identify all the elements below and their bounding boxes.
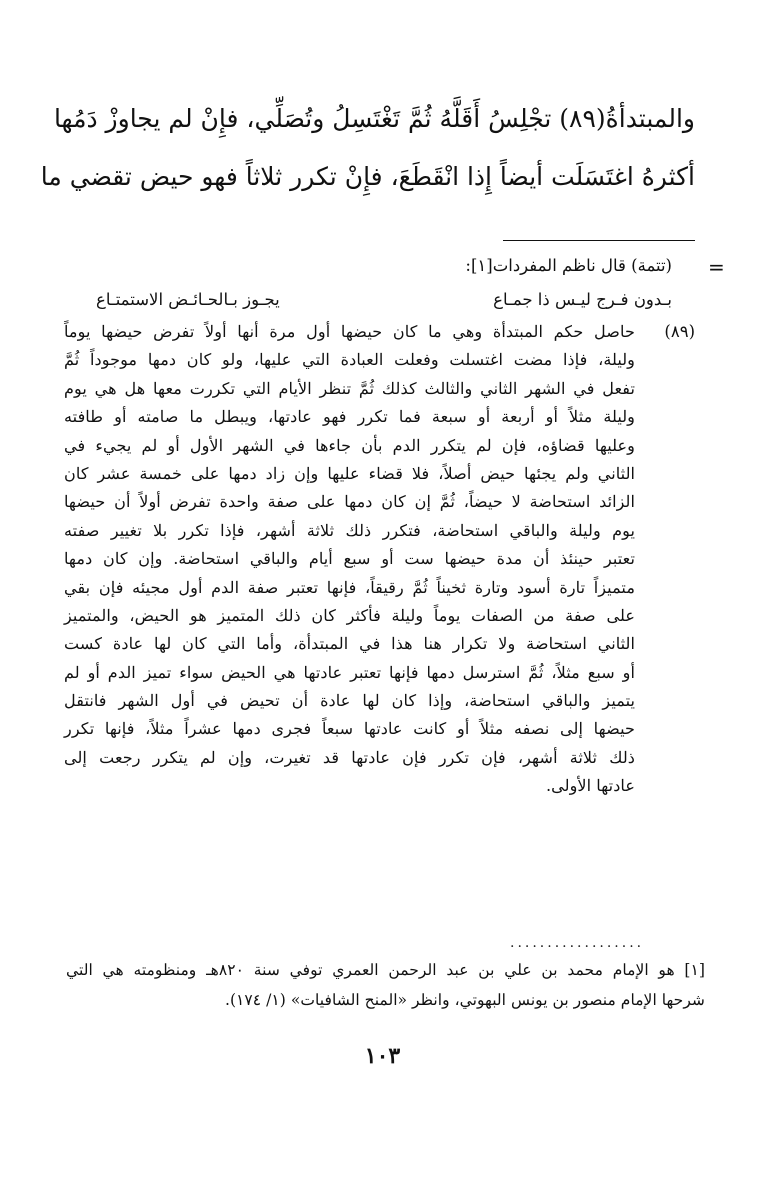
footnote-line: تعتبر حينئذ أن مدة حيضها ست أو سبع أيام والباقي استحاضة. وإن كان دمها <box>64 549 635 569</box>
footnote-marker: (٨٩) <box>664 322 695 341</box>
verse-second-hemistich: بـدون فـرج ليـس ذا جمـاع <box>493 290 672 309</box>
footnote-separator <box>503 240 695 241</box>
footnote-line: حاصل حكم المبتدأة وهي ما كان حيضها أول مرة أنها أولاً تفرض حيضها يوماً <box>64 322 635 341</box>
footnote-line: على صفة من الصفات يوماً وليلة فأكثر كان ذلك المتميز هو الحيض، والمتميز <box>64 605 635 625</box>
footnote-line: وعليها قضاؤه، فإن لم يتكرر الدم بأن جاءها في الشهر الأول أو لم يجيء في <box>64 435 635 455</box>
footnote-line: وليلة مثلاً أو أربعة أو سبعة فما تكرر فهو عادتها، ويبطل ما صامته أو طافته <box>64 407 635 427</box>
main-text <box>40 90 695 206</box>
reference-line: شرحها الإمام منصور بن يونس البهوتي، وانظر «المنح الشافيات» (١/ ١٧٤). <box>224 991 705 1009</box>
reference-note-1 <box>66 955 705 1015</box>
reference-line: [١] هو الإمام محمد بن علي بن عبد الرحمن العمري توفي سنة ٨٢٠هـ ومنظومته هي التي <box>66 961 706 979</box>
footnote-line: ذلك ثلاثة أشهر، فإن تكرر فإن عادتها قد تغيرت، وإن لم يتكرر رجعت إلى <box>64 747 635 767</box>
dotted-separator: .................. <box>510 935 645 951</box>
footnote-line: أو سبع مثلاً، ثُمَّ استرسل دمها فإنها تعتبر عادتها هي الحيض سواء تميز الدم أو لم <box>64 662 635 682</box>
footnote-line: تفعل في الشهر الثاني والثالث كذلك ثُمَّ تنظر الأيام التي تكررت معها هل هي يوم <box>64 378 635 398</box>
page-number: ١٠٣ <box>364 1043 401 1069</box>
main-text-line: أكثرهُ اغتَسَلَت أيضاً إِذا انْقَطَعَ، فإِنْ تكرر ثلاثاً فهو حيض تقضي ما <box>40 162 695 191</box>
verse-first-hemistich: يجـوز بـالحـائـض الاستمتـاع <box>96 290 280 309</box>
footnote-line: الثاني ولم يجئها حيض أصلاً، فلا قضاء عليها وإن زاد دمها على خمسة عشر كان <box>64 463 635 483</box>
footnote-line: متميزاً تارة أسود وتارة ثخيناً ثُمَّ رقيقاً، فإنها تعتبر صفة الدم أول مجيئه فإن بقي <box>64 577 635 597</box>
footnote-body <box>64 318 635 801</box>
footnote-line: يوم وليلة والباقي استحاضة، فتكرر ذلك ثلاثة أشهر، فإذا تكرر بلا تغيير صفته <box>64 520 635 540</box>
footnote-line: الزائد استحاضة لا حيضاً، ثُمَّ إن كان دمها على صفة واحدة تفرض أولاً أن حيضها <box>64 492 635 512</box>
footnote-line: عادتها الأولى. <box>546 776 635 796</box>
footnote-line: الثاني استحاضة ولا تكرار هنا هذا في المبتدأة، وأما التي كان لها عادة كست <box>64 634 635 654</box>
main-text-line: والمبتدأةُ(٨٩) تجْلِسُ أَقَلَّهُ ثُمَّ تَغْتَسِلُ وتُصَلِّي، فإِنْ لم يجاوزْ دَمُها <box>53 104 695 133</box>
footnote-line: وليلة، فإذا مضت اغتسلت وفعلت العبادة التي عليها، ولو كان دمها موجوداً ثُمَّ <box>64 350 635 370</box>
footnote-line: يتميز والباقي استحاضة، وإذا كان لها عادة أن تحيض في أول الشهر فانتقل <box>64 691 635 711</box>
footnote-89 <box>64 318 695 801</box>
continuation-mark: = <box>708 255 725 279</box>
poem-verse <box>96 290 672 309</box>
footnote-line: حيضها إلى نصفه مثلاً أو كانت عادتها سبعاً فجرى دمها عشراً مثلاً، فإنها تكرر <box>64 719 635 739</box>
tatimma-heading: (تتمة) قال ناظم المفردات[١]: <box>465 256 672 275</box>
